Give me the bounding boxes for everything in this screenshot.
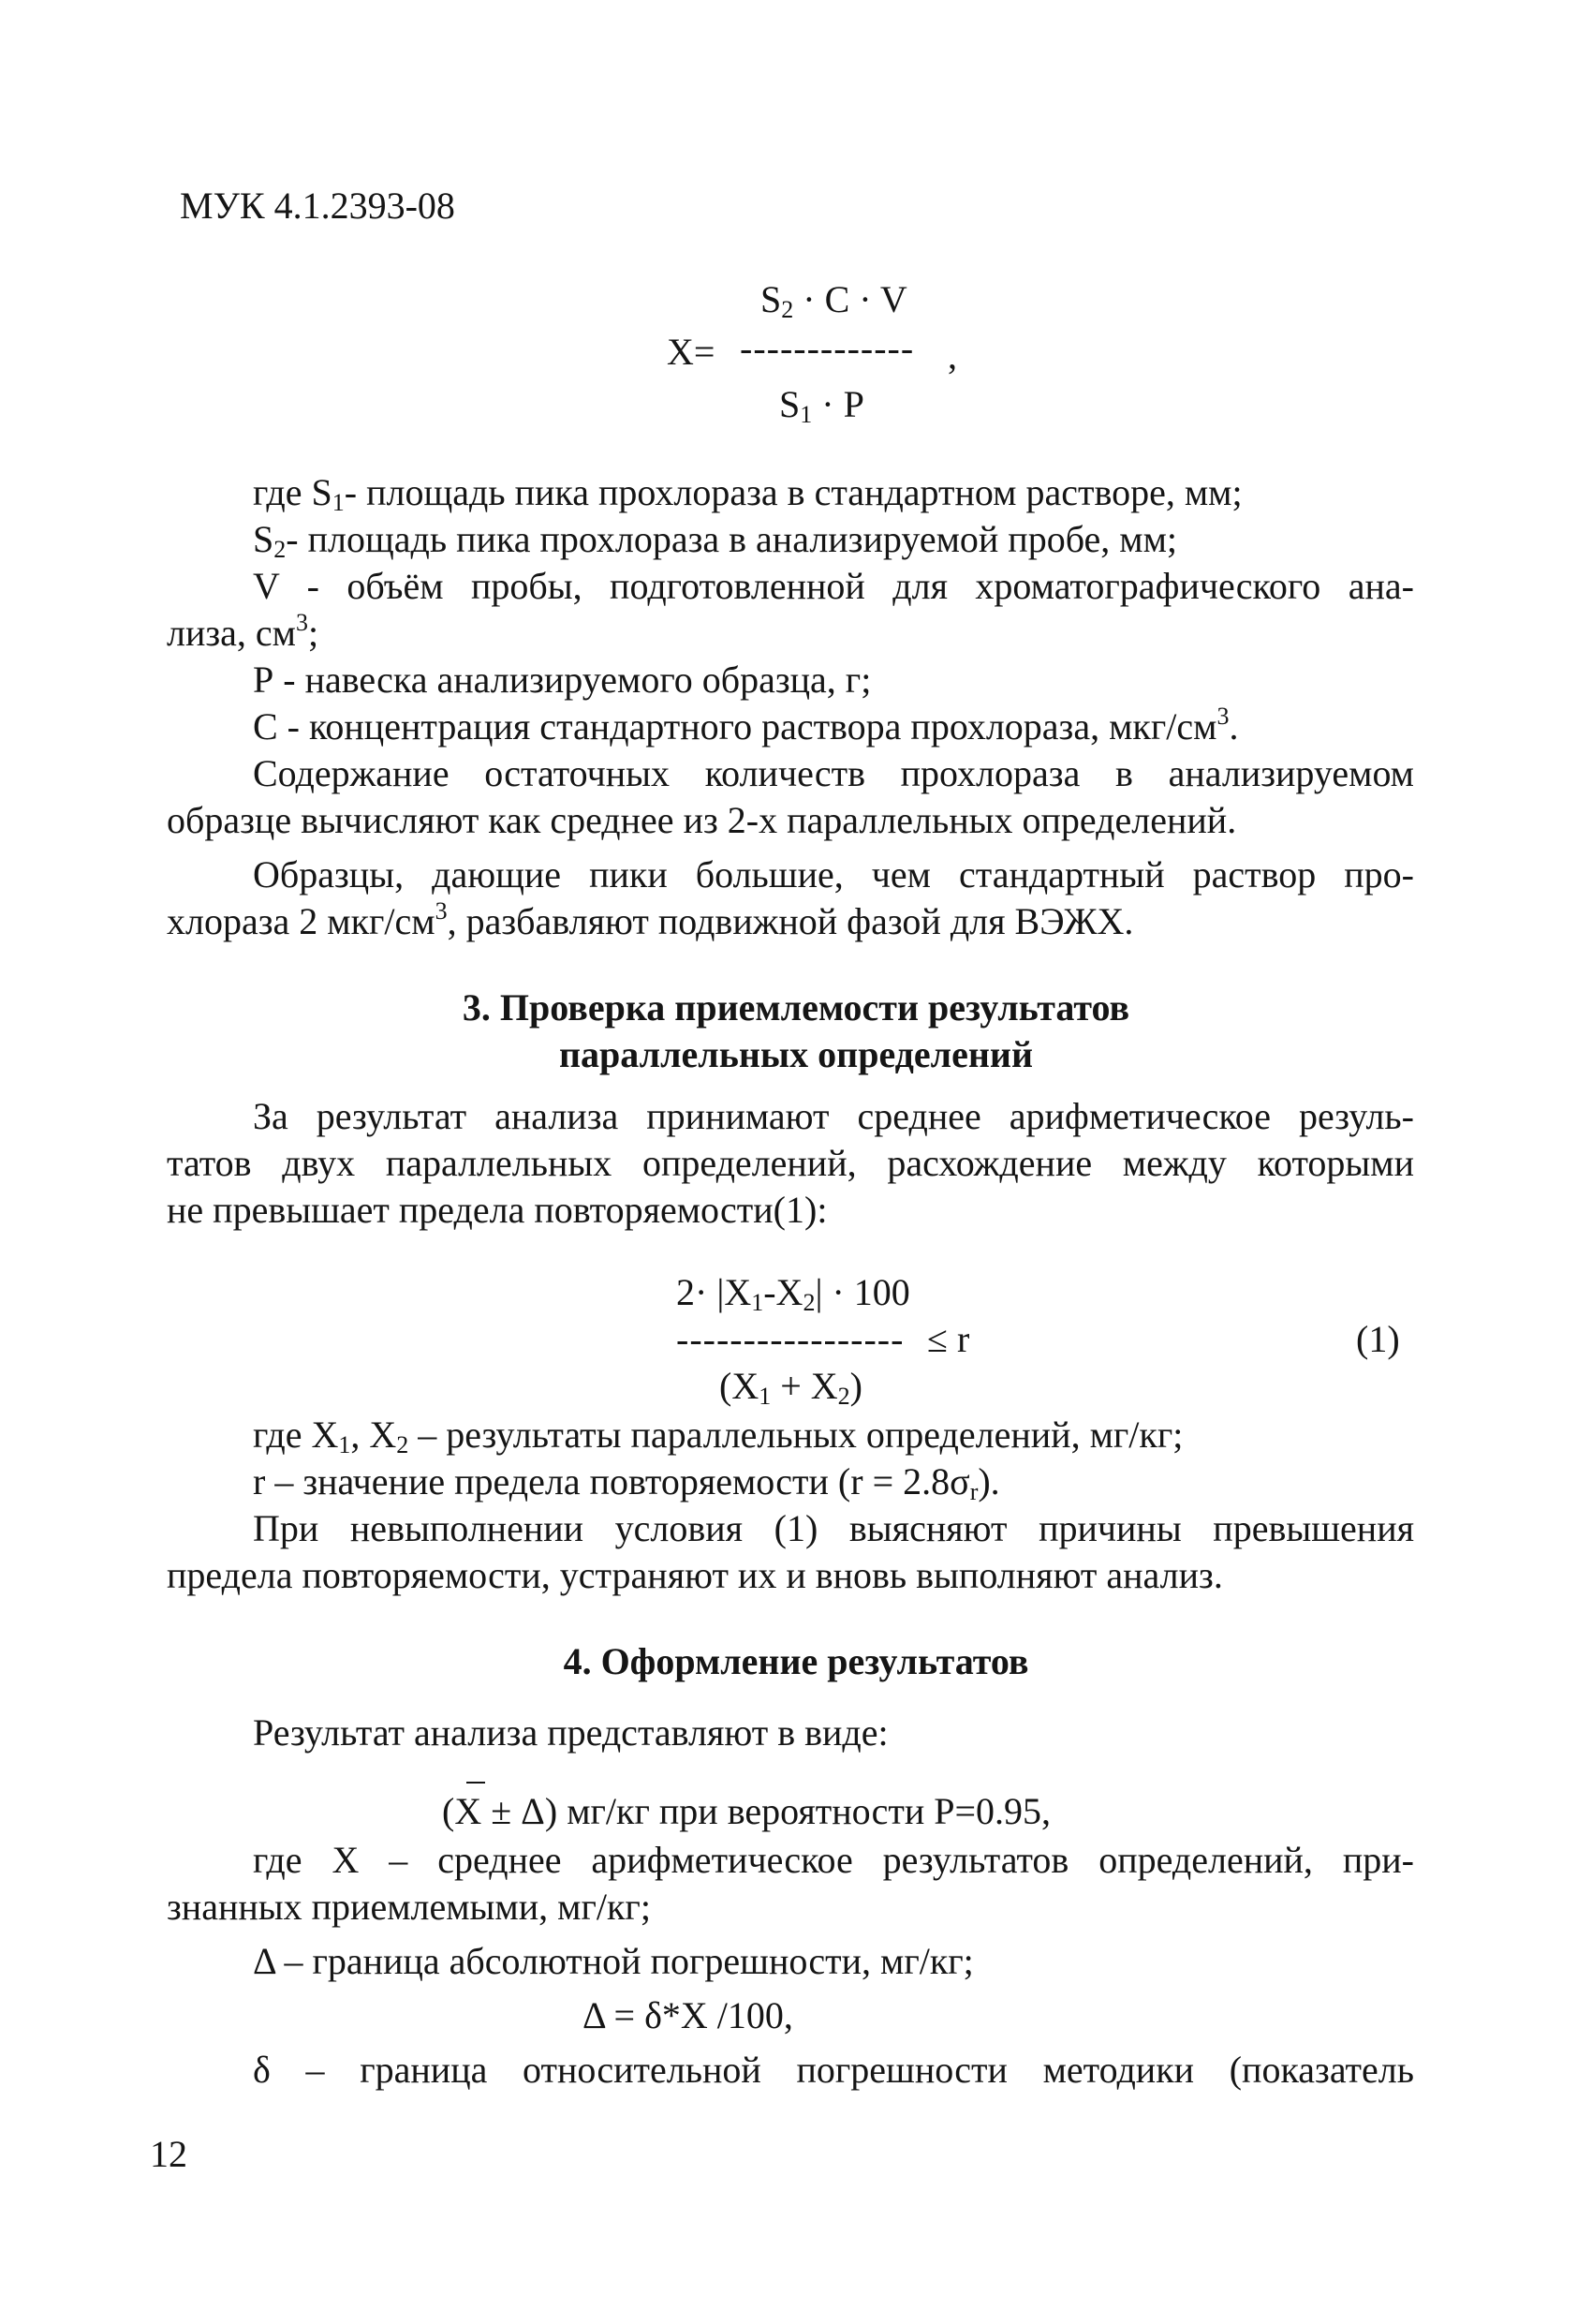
where1-line3: При невыполнении условия (1) выясняют причины превышения (253, 1507, 1414, 1549)
section3-title-line1: 3. Проверка приемлемости результатов (462, 986, 1130, 1029)
definition-s1: где $S_1-$ площадь пика прохлораза в стандартном растворе, мм; (253, 471, 1243, 516)
para2-line2: хлораза 2 мкг/$см^3$, разбавляют подвижной фазой для ВЭЖХ. (167, 897, 1134, 942)
formula-x-numerator: $S_2 \cdot C \cdot V$ (760, 278, 907, 323)
section4-delta-rel: δ – граница относительной погрешности методики (показатель (253, 2049, 1414, 2091)
section3-para-line3: не превышает предела повторяемости(1): (167, 1189, 828, 1231)
formula-1-relation: ≤ r (927, 1318, 970, 1360)
page-number: 12 (150, 2133, 187, 2175)
doc-code-header: МУК 4.1.2393-08 (180, 185, 455, 227)
formula-1-denominator: $(X_1 + X_2)$ (719, 1365, 862, 1410)
section4-title: 4. Оформление результатов (563, 1640, 1029, 1682)
para2-line1: Образцы, дающие пики большие, чем стандартный раствор про- (253, 853, 1414, 896)
definition-c: С - концентрация стандартного раствора прохлораза, мкг/$см^3$. (253, 703, 1239, 748)
formula-1-label: (1) (1356, 1318, 1400, 1360)
formula-1-fraction-bar: ----------------- (676, 1318, 905, 1360)
formula-x-lhs: Х= (667, 331, 715, 373)
para1-line1: Содержание остаточных количеств прохлораза в анализируемом (253, 752, 1414, 794)
definition-p: Р - навеска анализируемого образца, г; (253, 659, 872, 701)
where1-line2: r – значение предела повторяемости $(r = 2.8\sigma_r)$. (253, 1460, 1000, 1505)
formula-1-numerator: $2\cdot |X_1-X_2| \cdot 100$ (676, 1271, 910, 1316)
definition-s2: $S_2-$ площадь пика прохлораза в анализируемой пробе, мм; (253, 518, 1178, 563)
formula-x-comma: , (948, 334, 957, 377)
definition-v-line2: лиза, $см^3$; (167, 609, 319, 654)
formula-x-denominator: $S_1 \cdot P$ (779, 383, 864, 428)
para1-line2: образце вычисляют как среднее из 2-х параллельных определений. (167, 799, 1237, 841)
where1-line1: где $X_1$, $X_2$ – результаты параллельных определений, мг/кг; (253, 1414, 1184, 1458)
section3-title-line2: параллельных определений (559, 1033, 1033, 1075)
section3-para-line1: За результат анализа принимают среднее арифметическое резуль- (253, 1095, 1414, 1137)
x-bar-overline (466, 1782, 485, 1784)
section4-x-line2: знанных приемлемыми, мг/кг; (167, 1886, 651, 1928)
where1-line4: предела повторяемости, устраняют их и вновь выполняют анализ. (167, 1554, 1223, 1596)
definition-v-line1: V - объём пробы, подготовленной для хроматографического ана- (253, 565, 1414, 607)
formula-x-fraction-bar: ------------- (740, 327, 915, 369)
section4-x-line1: где X – среднее арифметическое результатов определений, при- (253, 1839, 1414, 1881)
section3-para-line2: татов двух параллельных определений, расхождение между которыми (167, 1142, 1414, 1184)
section4-delta-formula: Δ = δ*X /100, (582, 1994, 793, 2036)
section4-delta: Δ – граница абсолютной погрешности, мг/кг; (253, 1940, 974, 1982)
section4-intro: Результат анализа представляют в виде: (253, 1711, 889, 1754)
section4-result-formula: (X ± Δ) мг/кг при вероятности P=0.95, (442, 1790, 1052, 1832)
